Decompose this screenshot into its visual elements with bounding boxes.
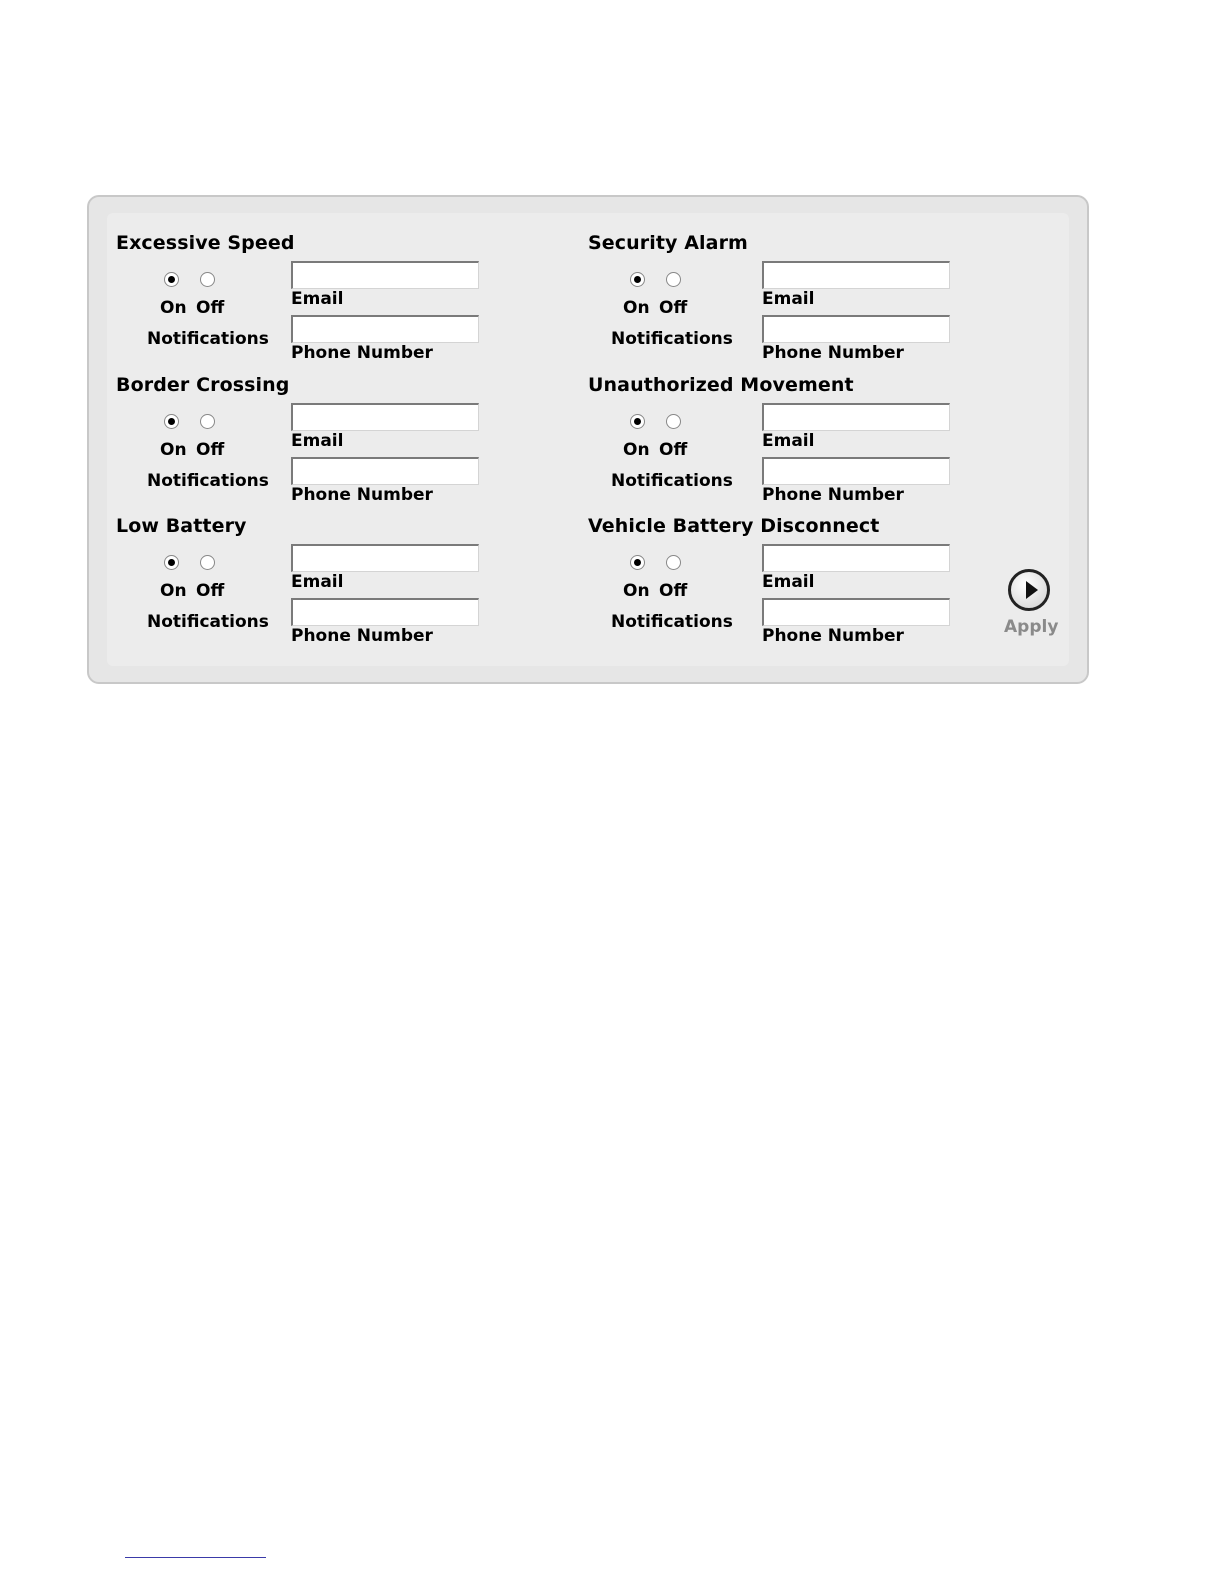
notifications-label: Notifications — [147, 471, 269, 491]
apply-label: Apply — [1004, 617, 1059, 637]
phone-number-label: Phone Number — [291, 343, 433, 363]
off-label: Off — [196, 440, 225, 460]
phone-number-input[interactable] — [291, 598, 479, 626]
on-off-radio-group — [160, 414, 240, 434]
email-label: Email — [762, 289, 815, 309]
off-radio[interactable] — [200, 414, 215, 429]
off-radio[interactable] — [666, 414, 681, 429]
off-label: Off — [196, 298, 225, 318]
on-off-radio-group — [160, 272, 240, 292]
on-label: On — [623, 298, 650, 318]
phone-number-input[interactable] — [762, 457, 950, 485]
group-title: Security Alarm — [588, 232, 748, 254]
off-label: Off — [659, 440, 688, 460]
email-label: Email — [291, 289, 344, 309]
on-off-radio-group — [626, 555, 706, 575]
notifications-label: Notifications — [611, 612, 733, 632]
email-input[interactable] — [291, 544, 479, 572]
on-label: On — [623, 440, 650, 460]
notifications-label: Notifications — [147, 612, 269, 632]
on-radio[interactable] — [630, 555, 645, 570]
phone-number-label: Phone Number — [762, 343, 904, 363]
on-off-radio-group — [160, 555, 240, 575]
group-low-battery — [116, 515, 556, 645]
email-label: Email — [291, 431, 344, 451]
phone-number-label: Phone Number — [291, 485, 433, 505]
off-label: Off — [196, 581, 225, 601]
phone-number-input[interactable] — [762, 598, 950, 626]
email-input[interactable] — [291, 261, 479, 289]
on-label: On — [160, 298, 187, 318]
phone-number-input[interactable] — [291, 315, 479, 343]
group-title: Low Battery — [116, 515, 247, 537]
notifications-label: Notifications — [611, 471, 733, 491]
group-title: Border Crossing — [116, 374, 290, 396]
phone-number-label: Phone Number — [291, 626, 433, 646]
on-radio[interactable] — [164, 272, 179, 287]
email-input[interactable] — [762, 403, 950, 431]
off-radio[interactable] — [200, 555, 215, 570]
email-input[interactable] — [762, 261, 950, 289]
on-label: On — [623, 581, 650, 601]
arrow-right-icon — [1026, 581, 1038, 599]
off-label: Off — [659, 581, 688, 601]
group-unauthorized-movement — [588, 374, 1028, 504]
group-vehicle-battery-disconnect — [588, 515, 1028, 645]
phone-number-label: Phone Number — [762, 485, 904, 505]
phone-number-input[interactable] — [291, 457, 479, 485]
apply-button[interactable] — [1002, 567, 1058, 639]
on-off-radio-group — [626, 272, 706, 292]
notifications-label: Notifications — [147, 329, 269, 349]
email-label: Email — [762, 431, 815, 451]
off-label: Off — [659, 298, 688, 318]
group-title: Vehicle Battery Disconnect — [588, 515, 880, 537]
notifications-label: Notifications — [611, 329, 733, 349]
on-radio[interactable] — [164, 555, 179, 570]
off-radio[interactable] — [666, 272, 681, 287]
on-label: On — [160, 440, 187, 460]
phone-number-label: Phone Number — [762, 626, 904, 646]
off-radio[interactable] — [200, 272, 215, 287]
group-title: Excessive Speed — [116, 232, 295, 254]
on-radio[interactable] — [630, 414, 645, 429]
group-security-alarm — [588, 232, 1028, 362]
email-label: Email — [762, 572, 815, 592]
on-off-radio-group — [626, 414, 706, 434]
play-circle-icon — [1008, 569, 1050, 611]
on-radio[interactable] — [164, 414, 179, 429]
group-excessive-speed — [116, 232, 556, 362]
group-border-crossing — [116, 374, 556, 504]
off-radio[interactable] — [666, 555, 681, 570]
on-radio[interactable] — [630, 272, 645, 287]
email-input[interactable] — [291, 403, 479, 431]
email-input[interactable] — [762, 544, 950, 572]
phone-number-input[interactable] — [762, 315, 950, 343]
on-label: On — [160, 581, 187, 601]
group-title: Unauthorized Movement — [588, 374, 854, 396]
email-label: Email — [291, 572, 344, 592]
footnote-separator — [125, 1557, 266, 1558]
